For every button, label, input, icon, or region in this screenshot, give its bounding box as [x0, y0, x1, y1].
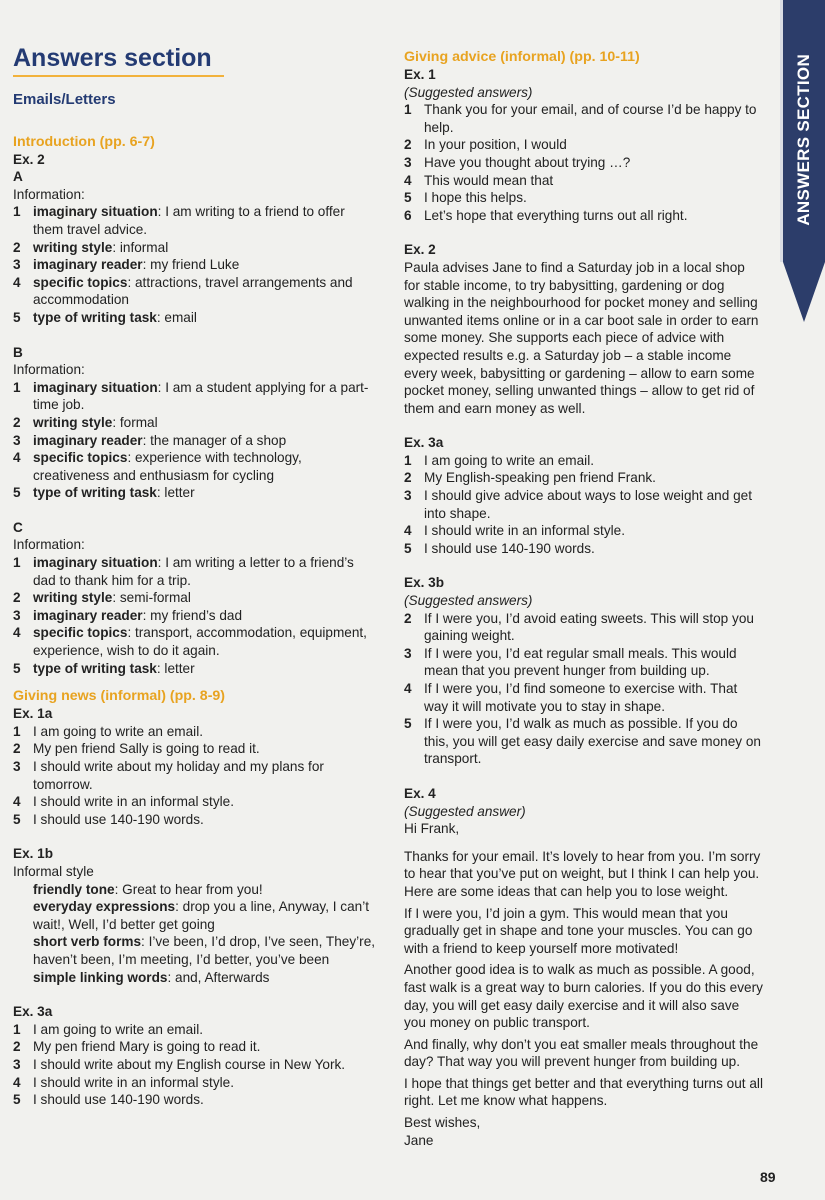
left-column — [13, 44, 378, 1109]
item-text — [33, 1074, 234, 1092]
item-term: type of writing task — [33, 309, 157, 325]
title-underline — [13, 75, 224, 77]
exercise-label: Ex. 1b — [13, 846, 54, 862]
item-text — [424, 172, 553, 190]
item-number: 2 — [13, 741, 21, 757]
list-item — [13, 414, 378, 432]
list-item — [13, 740, 378, 758]
item-term: specific topics — [33, 450, 128, 466]
item-text — [424, 452, 594, 470]
item-number: 2 — [13, 239, 21, 255]
letter-signature: Jane — [404, 1132, 434, 1148]
item-text — [33, 1056, 345, 1074]
item-text: I am going to write an email. — [424, 452, 595, 468]
item-text — [33, 589, 191, 607]
letter-greeting: Hi Frank, — [404, 821, 460, 837]
block-letter: B — [13, 344, 23, 360]
item-number: 3 — [13, 759, 21, 774]
page-title: Answers section — [13, 44, 212, 72]
letter-paragraph: Thanks for your email. It’s lovely to hear from you. I’m sorry to hear that you’ve put on weight, but I think I can help you. Here are some ideas that can help you to lose weight. — [404, 848, 761, 899]
item-text: I should use 140-190 words. — [424, 540, 595, 556]
advice-ex3a-list — [404, 452, 764, 558]
list-item — [13, 484, 378, 502]
item-term: writing style — [33, 590, 113, 606]
item-text: I am going to write an email. — [33, 723, 204, 739]
item-text — [424, 540, 595, 558]
item-text — [424, 189, 527, 207]
item-text: : my friend Luke — [142, 257, 240, 273]
item-text: If I were you, I’d eat regular small meals. This would mean that you prevent hunger from building up. — [424, 645, 737, 679]
item-term: type of writing task — [33, 485, 157, 501]
letter-closing: Best wishes, — [404, 1115, 481, 1131]
list-item — [13, 811, 378, 829]
spacer — [13, 327, 378, 344]
item-text: My pen friend Mary is going to read it. — [33, 1039, 261, 1055]
exercise-label: Ex. 3a — [13, 1004, 53, 1020]
right-column — [404, 48, 764, 1149]
list-item — [13, 607, 378, 625]
item-text: If I were you, I’d walk as much as possible. If you do this, you will get easy daily exercise and save money on transport. — [424, 716, 761, 767]
item-number: 1 — [13, 204, 21, 220]
item-text: I should write about my holiday and my plans for tomorrow. — [33, 759, 324, 792]
advice-ex3b-list — [404, 610, 764, 768]
list-item — [404, 680, 764, 715]
exercise-label: Ex. 1 — [404, 67, 436, 82]
item-text: : I am a student applying for a part-time job. — [33, 379, 369, 413]
item-text: : experience with technology, creativeness and enthusiasm for cycling — [33, 450, 302, 483]
item-text — [424, 487, 764, 522]
item-text — [33, 1091, 204, 1109]
list-item — [33, 933, 378, 968]
item-number: 5 — [13, 1092, 21, 1108]
item-text: I should give advice about ways to lose weight and get into shape. — [424, 488, 752, 521]
info-label: Information: — [13, 537, 85, 553]
list-item — [33, 898, 378, 933]
item-text: Have you thought about trying …? — [424, 154, 631, 170]
advice-ex2-text: Paula advises Jane to find a Saturday job in a local shop for stable income, to try babysitting, gardening or dog walking in the neighbourhood for pocket money and selling unwanted items online or in a car boot sale in order to earn some money. She supports each piece of advice with expected results e.g. a Saturday job – a stable income every week, babysitting or gardening – allow to earn some pocket money, selling unwanted things – allow to get rid of them and earn money as well. — [404, 259, 759, 416]
list-item — [13, 758, 378, 793]
news-ex3a-list — [13, 1021, 378, 1109]
item-term: imaginary reader — [33, 432, 143, 448]
item-text — [424, 136, 567, 154]
list-item — [33, 881, 378, 899]
item-number: 4 — [13, 794, 21, 810]
item-text: : Great to hear from you! — [114, 881, 263, 897]
item-text: : letter — [156, 485, 195, 501]
item-text: : letter — [156, 660, 195, 676]
list-item — [404, 645, 764, 680]
block-letter: C — [13, 519, 23, 535]
exercise-label: Ex. 1a — [13, 706, 53, 722]
item-text — [424, 680, 764, 715]
list-item — [13, 660, 378, 678]
item-text — [424, 469, 656, 487]
list-item — [404, 207, 764, 225]
list-item — [404, 469, 764, 487]
list-item — [404, 610, 764, 645]
item-term: imaginary situation — [33, 379, 158, 395]
item-number: 5 — [13, 660, 21, 676]
item-text: : my friend’s dad — [142, 607, 243, 623]
item-text: Let’s hope that everything turns out all right. — [424, 207, 688, 223]
item-number: 4 — [13, 625, 21, 641]
item-text: I should write in an informal style. — [33, 794, 234, 810]
item-number: 2 — [13, 414, 21, 430]
item-text — [33, 414, 158, 432]
page-subtitle: Emails/Letters — [13, 91, 116, 108]
list-item — [13, 432, 378, 450]
item-number: 4 — [13, 1074, 21, 1090]
list-item — [33, 969, 378, 987]
item-text: : drop you a line, Anyway, I can’t wait!, Well, I’d better get going — [33, 899, 370, 932]
item-number: 5 — [13, 811, 21, 827]
item-text — [33, 484, 195, 502]
item-text: This would mean that — [424, 172, 554, 188]
list-item — [13, 1056, 378, 1074]
item-number: 4 — [404, 172, 412, 188]
list-item — [404, 715, 764, 768]
item-term: specific topics — [33, 625, 128, 641]
item-text: I should write about my English course in New York. — [33, 1056, 346, 1072]
item-term: specific topics — [33, 274, 128, 290]
section-tab-tip — [783, 262, 825, 322]
item-text — [33, 740, 260, 758]
item-text: : informal — [112, 239, 169, 255]
letter-paragraph: If I were you, I’d join a gym. This would mean that you gradually get in shape and tone your muscles. You can go with a friend to keep yourself more motivated! — [404, 905, 753, 956]
letter-paragraph: I hope that things get better and that everything turns out all right. Let me know what happens. — [404, 1075, 763, 1109]
letter-body — [404, 848, 764, 1110]
item-number: 1 — [13, 379, 21, 395]
list-item — [404, 101, 764, 136]
item-number: 2 — [13, 590, 21, 606]
list-item — [13, 239, 378, 257]
item-number: 3 — [13, 432, 21, 448]
list-item — [404, 136, 764, 154]
list-item — [13, 309, 378, 327]
list-item — [13, 1038, 378, 1056]
item-text: : and, Afterwards — [167, 969, 270, 985]
item-text — [33, 1021, 203, 1039]
item-term: friendly tone — [33, 881, 115, 897]
ex1b-intro: Informal style — [13, 863, 94, 879]
list-item — [13, 554, 378, 589]
list-item — [404, 487, 764, 522]
suggested-note: (Suggested answers) — [404, 593, 533, 609]
item-number: 4 — [13, 274, 21, 290]
section-tab-label: ANSWERS SECTION — [794, 54, 814, 226]
item-term: writing style — [33, 414, 113, 430]
item-number: 1 — [404, 102, 412, 118]
suggested-note: (Suggested answers) — [404, 84, 533, 100]
section-heading-advice: Giving advice (informal) (pp. 10-11) — [404, 49, 640, 65]
news-ex1b-list — [13, 881, 378, 987]
item-text — [33, 723, 203, 741]
item-text — [424, 101, 764, 136]
item-term: writing style — [33, 239, 113, 255]
list-item — [404, 452, 764, 470]
item-text: If I were you, I’d avoid eating sweets. This will stop you gaining weight. — [424, 610, 754, 644]
item-term: imaginary reader — [33, 607, 143, 623]
item-text: : email — [156, 309, 197, 325]
item-text — [424, 154, 630, 172]
item-text: I am going to write an email. — [33, 1021, 204, 1037]
item-number: 3 — [13, 607, 21, 623]
item-term: simple linking words — [33, 969, 168, 985]
list-item — [404, 540, 764, 558]
item-text — [33, 660, 195, 678]
section-heading-news: Giving news (informal) (pp. 8-9) — [13, 688, 226, 705]
item-text: : the manager of a shop — [142, 432, 287, 448]
item-number: 1 — [13, 1021, 21, 1037]
item-text: : I am writing a letter to a friend’s dad to thank him for a trip. — [33, 555, 354, 588]
item-text: I hope this helps. — [424, 190, 527, 206]
item-number: 3 — [404, 645, 412, 661]
item-number: 3 — [404, 154, 412, 170]
item-text — [33, 554, 378, 589]
item-text — [33, 274, 378, 309]
item-text — [33, 379, 378, 414]
item-text — [33, 239, 168, 257]
item-text: : I’ve been, I’d drop, I’ve seen, They’re, haven’t been, I’m meeting, I’d better, you’ve been — [33, 934, 376, 967]
list-item — [404, 154, 764, 172]
list-item — [13, 256, 378, 274]
item-term: everyday expressions — [33, 899, 176, 915]
item-number: 3 — [13, 257, 21, 273]
advice-ex1-list — [404, 101, 764, 224]
suggested-note: (Suggested answer) — [404, 803, 526, 819]
exercise-label: Ex. 3a — [404, 435, 444, 451]
spacer — [13, 502, 378, 519]
letter-paragraph: And finally, why don’t you eat smaller meals throughout the day? That way you will prevent hunger from building up. — [404, 1036, 759, 1070]
list-item — [13, 793, 378, 811]
item-term: imaginary situation — [33, 204, 158, 220]
list-item — [13, 1021, 378, 1039]
item-number: 4 — [404, 523, 412, 539]
item-text — [424, 522, 625, 540]
item-text: : transport, accommodation, equipment, experience, wish to do it again. — [33, 625, 367, 659]
item-term: type of writing task — [33, 660, 157, 676]
list-item — [13, 274, 378, 309]
item-text — [33, 1038, 260, 1056]
exercise-label: Ex. 4 — [404, 785, 436, 801]
item-text — [33, 624, 378, 659]
item-text — [33, 203, 378, 238]
item-text: I should use 140-190 words. — [33, 1092, 204, 1108]
item-number: 2 — [13, 1039, 21, 1055]
news-ex1a-list — [13, 723, 378, 829]
letter-paragraph: Another good idea is to walk as much as possible. A good, fast walk is a great way to burn calories. If you do this every day, you will get easy daily exercise and it will also save you money on public transport. — [404, 962, 763, 1031]
item-text: I should write in an informal style. — [424, 523, 625, 539]
item-number: 1 — [404, 452, 412, 468]
item-number: 1 — [13, 555, 21, 571]
item-text: : semi-formal — [112, 590, 191, 606]
item-term: short verb forms — [33, 934, 142, 950]
intro-list — [13, 203, 378, 326]
item-text — [33, 309, 197, 327]
block-letter: A — [13, 169, 23, 185]
item-number: 4 — [404, 681, 412, 696]
item-text: I should write in an informal style. — [33, 1074, 234, 1090]
list-item — [13, 723, 378, 741]
list-item — [404, 522, 764, 540]
info-label: Information: — [13, 362, 85, 378]
list-item — [13, 589, 378, 607]
item-number: 1 — [13, 723, 21, 739]
item-number: 2 — [404, 610, 412, 626]
item-number: 5 — [13, 485, 21, 501]
item-number: 2 — [404, 470, 412, 486]
item-text: : attractions, travel arrangements and accommodation — [33, 274, 353, 308]
item-text: Thank you for your email, and of course I’d be happy to help. — [424, 102, 757, 135]
info-label: Information: — [13, 186, 85, 202]
item-number: 2 — [404, 137, 412, 153]
page-number: 89 — [760, 1169, 776, 1185]
item-text: : formal — [112, 414, 158, 430]
item-text: I should use 140-190 words. — [33, 811, 204, 827]
list-item — [13, 624, 378, 659]
list-item — [13, 379, 378, 414]
item-text — [424, 645, 764, 680]
intro-list — [13, 379, 378, 502]
item-number: 4 — [13, 450, 21, 466]
exercise-label: Ex. 2 — [13, 151, 45, 167]
item-text — [33, 811, 204, 829]
list-item — [13, 449, 378, 484]
item-number: 5 — [404, 716, 412, 732]
item-number: 3 — [13, 1056, 21, 1072]
item-text: My English-speaking pen friend Frank. — [424, 470, 656, 486]
intro-blocks — [13, 168, 378, 677]
list-item — [13, 1091, 378, 1109]
item-text: : I am writing to a friend to offer them travel advice. — [33, 204, 345, 237]
item-number: 6 — [404, 207, 412, 223]
item-text — [33, 449, 378, 484]
item-number: 3 — [404, 488, 412, 504]
item-number: 5 — [404, 540, 412, 556]
item-text — [424, 610, 764, 645]
item-text — [33, 607, 242, 625]
list-item — [404, 172, 764, 190]
item-number: 5 — [404, 190, 412, 206]
item-text: In your position, I would — [424, 137, 567, 153]
item-text — [33, 758, 378, 793]
item-text: My pen friend Sally is going to read it. — [33, 741, 260, 757]
intro-list — [13, 554, 378, 677]
item-text — [424, 715, 764, 768]
exercise-label: Ex. 2 — [404, 242, 436, 258]
item-term: imaginary reader — [33, 257, 143, 273]
item-text — [33, 793, 234, 811]
list-item — [404, 189, 764, 207]
list-item — [13, 1074, 378, 1092]
item-term: imaginary situation — [33, 555, 158, 571]
item-text: If I were you, I’d find someone to exercise with. That way it will motivate you to stay in shape. — [424, 681, 738, 714]
section-heading-intro: Introduction (pp. 6-7) — [13, 133, 155, 150]
item-text — [33, 256, 239, 274]
exercise-label: Ex. 3b — [404, 575, 445, 591]
item-text — [424, 207, 687, 225]
item-text — [33, 432, 286, 450]
list-item — [13, 203, 378, 238]
item-number: 5 — [13, 309, 21, 325]
